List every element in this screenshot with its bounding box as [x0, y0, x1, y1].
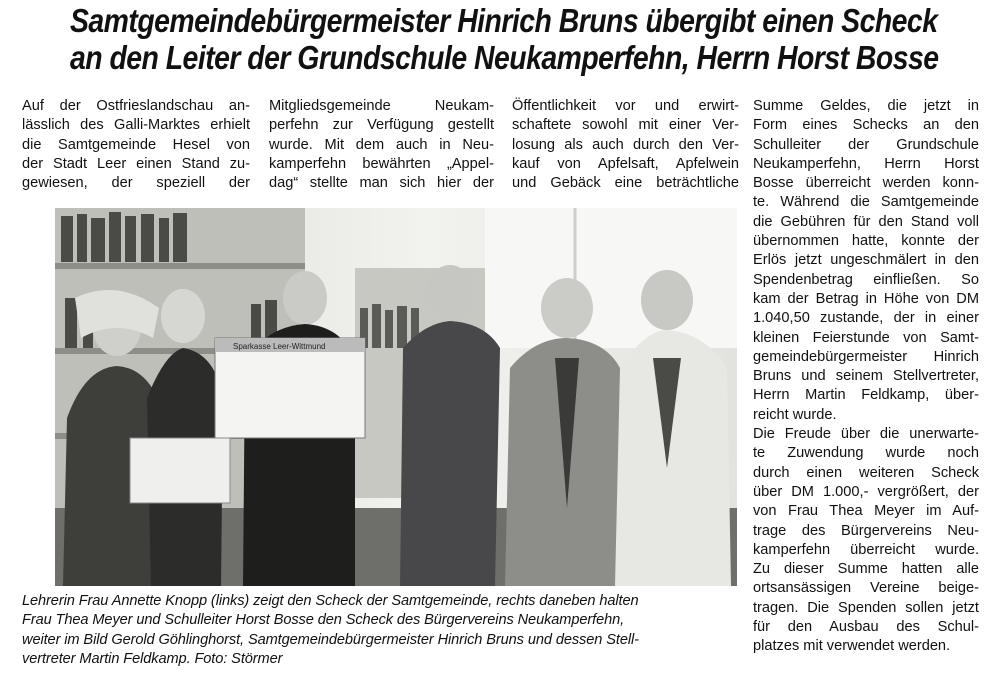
text-line: gemeindebürgermeister Hinrich [753, 348, 979, 365]
text-line: Neukamperfehn, Herrn Horst [753, 155, 979, 172]
text-line: lässlich des Galli-Marktes erhielt [22, 117, 250, 134]
text-line: und Gebäck eine beträchtliche [512, 175, 739, 192]
text-line: gewiesen, der speziell der [22, 175, 250, 192]
text-line: platzes mit verwendet werden. [753, 638, 951, 655]
text-line: Öffentlichkeit vor und erwirt- [512, 98, 739, 114]
text-line: über DM 1.000,- vergrößert, der [753, 483, 979, 500]
article-column-4 [753, 97, 979, 657]
text-line: Bruns und seinem Stellvertreter, [753, 368, 979, 385]
headline [70, 2, 939, 76]
text-line: losung als auch durch den Ver- [512, 136, 739, 153]
text-line: Mitgliedsgemeinde Neukam- [269, 98, 494, 114]
text-line: kamperfehn bewährten „Appel- [269, 155, 494, 172]
photo-illustration [55, 208, 737, 586]
text-line: durch einen weiteren Scheck [753, 464, 979, 481]
text-line: reicht wurde. [753, 406, 837, 423]
text-line: von Frau Thea Meyer im Auf- [753, 503, 979, 520]
text-line: Schulleiter der Grundschule [753, 136, 979, 153]
text-line: tragen. Die Spenden sollen jetzt [753, 599, 979, 616]
caption-line: Frau Thea Meyer und Schulleiter Horst Bosse den Scheck des Bürgervereins Neukamperfehn, [22, 612, 625, 629]
headline-line-1: Samtgemeindebürgermeister Hinrich Bruns übergibt einen Scheck [70, 2, 938, 39]
text-line: kleinen Feierstunde von Samt- [753, 329, 979, 346]
text-line: Erlös jetzt ungeschmälert in den [753, 252, 979, 269]
text-line: die Samtgemeinde Hesel von [22, 136, 250, 153]
text-line: der Stadt Leer einen Stand zu- [22, 155, 250, 172]
text-line: Auf der Ostfrieslandschau an- [22, 98, 250, 114]
text-line: übernommen hatte, konnte der [753, 233, 979, 250]
text-line: kauf von Apfelsaft, Apfelwein [512, 155, 739, 172]
cheque-bank-label: Sparkasse Leer-Wittmund [233, 342, 326, 351]
photo-caption [22, 592, 737, 669]
text-line: kamperfehn überreicht wurde. [753, 541, 979, 558]
text-line: 1.040,50 zustande, der in einer [753, 310, 979, 327]
text-line: dag“ stellte man sich hier der [269, 175, 494, 192]
article-column-2 [269, 97, 494, 193]
text-line: die Gebühren für den Stand voll [753, 213, 979, 230]
headline-line-2: an den Leiter der Grundschule Neukamperfehn, Herrn Horst Bosse [70, 39, 939, 76]
text-line: te Zuwendung wurde noch [753, 445, 979, 462]
text-line: schaftete sowohl mit einer Ver- [512, 117, 739, 134]
caption-line: Lehrerin Frau Annette Knopp (links) zeigt den Scheck der Samtgemeinde, rechts daneben halten [22, 593, 639, 609]
article-column-3 [512, 97, 739, 193]
text-line: te. Während die Samtgemeinde [753, 194, 979, 211]
group-photo [55, 208, 737, 586]
article-column-1 [22, 97, 250, 193]
caption-line: vertreter Martin Feldkamp. Foto: Störmer [22, 650, 283, 667]
text-line: für den Ausbau des Schul- [753, 619, 979, 636]
text-line: kam der Betrag in Höhe von DM [753, 290, 979, 307]
text-line: perfehn zur Verfügung gestellt [269, 117, 494, 134]
text-line: trage des Bürgervereins Neu- [753, 522, 979, 539]
text-line: Summe Geldes, die jetzt in [753, 98, 979, 114]
text-line: Die Freude über die unerwarte- [753, 426, 979, 443]
caption-line: weiter im Bild Gerold Göhlinghorst, Samtgemeindebürgermeister Hinrich Bruns und dessen Stell- [22, 631, 639, 648]
text-line: Form eines Schecks an den [753, 117, 979, 134]
text-line: Zu dieser Summe hatten alle [753, 561, 979, 578]
text-line: ortsansässigen Vereine beige- [753, 580, 979, 597]
text-line: Herrn Martin Feldkamp, über- [753, 387, 979, 404]
text-line: Bosse überreicht werden konn- [753, 175, 979, 192]
text-line: Spendenbetrag einfließen. So [753, 271, 979, 288]
text-line: wurde. Mit dem auch in Neu- [269, 136, 494, 153]
